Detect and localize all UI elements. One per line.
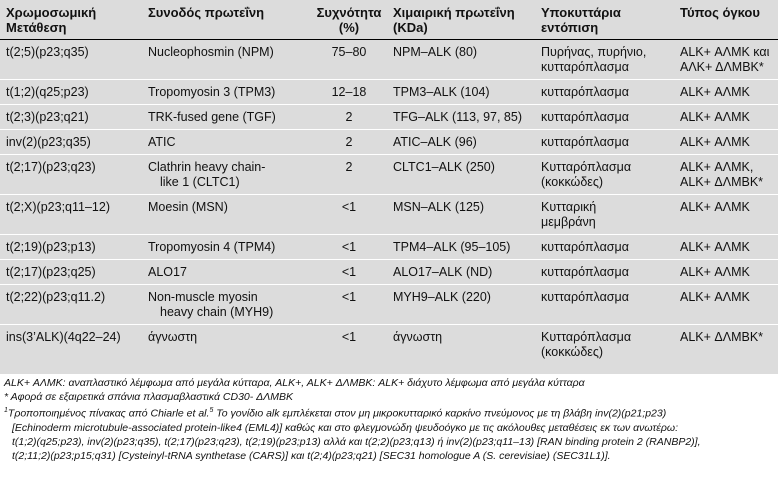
cell-frequency-line: <1: [341, 240, 357, 254]
cell-translocation: [0, 260, 144, 285]
header-tumor-type: Τύπος όγκου: [674, 0, 778, 40]
table-row: [0, 285, 778, 325]
cell-chimeric-protein-line: MYH9–ALK (220): [393, 290, 491, 304]
cell-subcellular-location: [541, 235, 674, 260]
cell-subcellular-location-line: κυτταρόπλασμα: [541, 60, 629, 74]
cell-chimeric-protein: [385, 235, 541, 260]
cell-translocation-line: t(2;19)(p23;p13): [6, 240, 96, 254]
cell-tumor-type: [674, 260, 778, 285]
cell-translocation: [0, 195, 144, 235]
cell-tumor-type: [674, 285, 778, 325]
cell-translocation-line: t(1;2)(q25;p23): [6, 85, 89, 99]
table-row: [0, 260, 778, 285]
cell-frequency-line: 2: [345, 135, 353, 149]
header-partner-protein: Συνοδός πρωτεΐνη: [144, 0, 313, 40]
cell-subcellular-location: [541, 40, 674, 80]
cell-frequency: [313, 235, 385, 260]
table-row: [0, 155, 778, 195]
cell-partner-protein: [144, 235, 313, 260]
cell-tumor-type-line: ALK+ ΑΛΜΚ,: [680, 160, 754, 174]
cell-subcellular-location-line: (κοκκώδες): [541, 175, 604, 189]
cell-partner-protein: [144, 285, 313, 325]
cell-subcellular-location: [541, 155, 674, 195]
cell-frequency: [313, 285, 385, 325]
cell-tumor-type-line: ALK+ ΑΛΜΚ: [680, 85, 750, 99]
header-translocation: Χρωμοσωμική Μετάθεση: [0, 0, 144, 40]
cell-partner-protein: [144, 40, 313, 80]
cell-chimeric-protein-line: NPM–ALK (80): [393, 45, 478, 59]
cell-tumor-type-line: ALK+ ΑΛΜΚ και: [680, 45, 770, 59]
cell-subcellular-location-line: κυτταρόπλασμα: [541, 290, 629, 304]
cell-translocation-line: inv(2)(p23;q35): [6, 135, 91, 149]
cell-tumor-type-line: ALK+ ΑΛΜΚ: [680, 200, 750, 214]
cell-tumor-type: [674, 155, 778, 195]
cell-frequency: [313, 105, 385, 130]
cell-chimeric-protein-line: άγνωστη: [393, 330, 443, 344]
cell-partner-protein-line: like 1 (CLTC1): [160, 175, 240, 189]
cell-translocation-line: t(2;X)(p23;q11–12): [6, 200, 110, 214]
cell-frequency: [313, 260, 385, 285]
table-row: [0, 235, 778, 260]
cell-translocation: [0, 285, 144, 325]
header-frequency: Συχνότητα (%): [313, 0, 385, 40]
cell-subcellular-location: [541, 130, 674, 155]
cell-tumor-type-line: ALK+ ΑΛΜΚ: [680, 110, 750, 124]
cell-partner-protein-line: Tropomyosin 3 (TPM3): [148, 85, 276, 99]
cell-partner-protein: [144, 195, 313, 235]
table-row: [0, 195, 778, 235]
cell-chimeric-protein: [385, 195, 541, 235]
cell-frequency-line: 2: [345, 160, 353, 174]
footnote-asterisk: * Αφορά σε εξαιρετικά σπάνια πλασμαβλαστικά CD30- ΔΛΜΒΚ: [4, 391, 293, 403]
header-chimeric-protein: Χιμαιρική πρωτεΐνη (KDa): [385, 0, 541, 40]
cell-partner-protein: [144, 260, 313, 285]
cell-tumor-type-line: ALK+ ΔΛΜΒΚ*: [680, 330, 764, 344]
cell-subcellular-location-line: Κυτταρόπλασμα: [541, 330, 632, 344]
cell-partner-protein-line: TRK-fused gene (TGF): [148, 110, 276, 124]
cell-partner-protein-line: Non-muscle myosin: [148, 290, 258, 304]
table-row: [0, 325, 778, 365]
cell-translocation: [0, 40, 144, 80]
cell-subcellular-location-line: Πυρήνας, πυρήνιο,: [541, 45, 647, 59]
cell-subcellular-location: [541, 80, 674, 105]
cell-partner-protein: [144, 80, 313, 105]
cell-translocation: [0, 80, 144, 105]
cell-translocation: [0, 130, 144, 155]
cell-partner-protein-line: ATIC: [148, 135, 176, 149]
cell-subcellular-location: [541, 195, 674, 235]
cell-subcellular-location-line: κυτταρόπλασμα: [541, 85, 629, 99]
cell-tumor-type-line: ALK+ ΑΛΜΚ: [680, 265, 750, 279]
cell-partner-protein: [144, 325, 313, 365]
cell-translocation-line: t(2;5)(p23;q35): [6, 45, 89, 59]
table-row: [0, 130, 778, 155]
cell-partner-protein-line: heavy chain (MYH9): [160, 305, 274, 319]
cell-subcellular-location: [541, 285, 674, 325]
cell-tumor-type: [674, 130, 778, 155]
cell-frequency: [313, 130, 385, 155]
cell-frequency-line: 2: [345, 110, 353, 124]
cell-subcellular-location-line: κυτταρόπλασμα: [541, 135, 629, 149]
footnote-abbreviations: ALK+ ΑΛΜΚ: αναπλαστικό λέμφωμα από μεγάλα κύτταρα, ALK+, ALK+ ΔΛΜΒΚ: ALK+ διάχυτο λέμφωμα από μεγάλα κύτταρα: [4, 377, 585, 389]
cell-partner-protein-line: Nucleophosmin (NPM): [148, 45, 274, 59]
cell-frequency: [313, 40, 385, 80]
cell-chimeric-protein-line: MSN–ALK (125): [393, 200, 485, 214]
cell-frequency: [313, 80, 385, 105]
cell-tumor-type: [674, 325, 778, 365]
cell-tumor-type-line: ΑΛΚ+ ΔΛΜΒΚ*: [680, 60, 764, 74]
cell-subcellular-location-line: (κοκκώδες): [541, 345, 604, 359]
cell-tumor-type: [674, 105, 778, 130]
cell-chimeric-protein: [385, 130, 541, 155]
cell-subcellular-location-line: κυτταρόπλασμα: [541, 240, 629, 254]
cell-subcellular-location-line: κυτταρόπλασμα: [541, 265, 629, 279]
cell-translocation-line: t(2;22)(p23;q11.2): [6, 290, 106, 304]
cell-subcellular-location-line: Κυτταρική: [541, 200, 597, 214]
cell-chimeric-protein-line: TFG–ALK (113, 97, 85): [393, 110, 522, 124]
cell-chimeric-protein-line: TPM4–ALK (95–105): [393, 240, 511, 254]
cell-partner-protein: [144, 105, 313, 130]
cell-chimeric-protein-line: ATIC–ALK (96): [393, 135, 477, 149]
cell-chimeric-protein: [385, 325, 541, 365]
cell-tumor-type: [674, 40, 778, 80]
cell-frequency-line: 12–18: [331, 85, 367, 99]
cell-chimeric-protein: [385, 285, 541, 325]
cell-subcellular-location-line: μεμβράνη: [541, 215, 596, 229]
cell-translocation-line: t(2;17)(p23;q23): [6, 160, 96, 174]
footnote-line-4: t(2;11;2)(p23;p15;q31) [Cysteinyl-tRNA synthetase (CARS)] και t(2;4)(p23;q21) [SEC31 homologue A (S. cerevisiae) (SEC31L1)].: [12, 449, 611, 462]
cell-chimeric-protein: [385, 80, 541, 105]
cell-subcellular-location-line: κυτταρόπλασμα: [541, 110, 629, 124]
cell-frequency: [313, 195, 385, 235]
cell-subcellular-location: [541, 105, 674, 130]
cell-tumor-type-line: ALK+ ΑΛΜΚ: [680, 290, 750, 304]
cell-chimeric-protein: [385, 155, 541, 195]
cell-tumor-type-line: ALK+ ΑΛΜΚ: [680, 240, 750, 254]
cell-partner-protein-line: Tropomyosin 4 (TPM4): [148, 240, 276, 254]
cell-frequency-line: <1: [341, 200, 357, 214]
cell-tumor-type-line: ALK+ ΑΛΜΚ: [680, 135, 750, 149]
cell-frequency-line: <1: [341, 330, 357, 344]
cell-chimeric-protein-line: TPM3–ALK (104): [393, 85, 490, 99]
cell-chimeric-protein: [385, 105, 541, 130]
cell-tumor-type-line: ALK+ ΔΛΜΒΚ*: [680, 175, 764, 189]
cell-translocation-line: t(2;17)(p23;q25): [6, 265, 96, 279]
cell-tumor-type: [674, 235, 778, 260]
cell-chimeric-protein-line: ALO17–ALK (ND): [393, 265, 493, 279]
cell-frequency: [313, 325, 385, 365]
table-row: [0, 105, 778, 130]
cell-frequency-line: <1: [341, 265, 357, 279]
cell-frequency-line: <1: [341, 290, 357, 304]
cell-partner-protein-line: Clathrin heavy chain-: [148, 160, 266, 174]
footnote-source: $^1$Τροποποιημένος πίνακας από Chiarle et al.$^5$ Το γονίδιο alk εμπλέκεται στον μη μικροκυτταρικό καρκίνο πνεύμονος με τη βλάβη inv(2)(p21;p23): [4, 407, 667, 420]
cell-frequency-line: 75–80: [331, 45, 367, 59]
cell-partner-protein-line: ALO17: [148, 265, 187, 279]
cell-translocation-line: t(2;3)(p23;q21): [6, 110, 89, 124]
cell-subcellular-location: [541, 260, 674, 285]
cell-chimeric-protein: [385, 260, 541, 285]
footnote-line-2: [Echinoderm microtubule-associated protein-like4 (EML4)] καθώς και στο φλεγμονώδη ψευδοόγκο με τις ακόλουθες μεταθέσεις εκ των ανωτέρω:: [12, 421, 679, 434]
cell-translocation-line: ins(3’ALK)(4q22–24): [6, 330, 121, 344]
cell-partner-protein-line: Moesin (MSN): [148, 200, 228, 214]
cell-frequency: [313, 155, 385, 195]
cell-partner-protein-line: άγνωστη: [148, 330, 198, 344]
header-subcellular-location: Υποκυττάρια εντόπιση: [541, 0, 674, 40]
cell-chimeric-protein: [385, 40, 541, 80]
cell-translocation: [0, 155, 144, 195]
footnote-line-3: t(1;2)(q25;p23), inv(2)(p23;q35), t(2;17)(p23;q23), t(2;19)(p23;p13) αλλά και t(2;2)(p23;q13) ή inv(2)(p23;q11–13) [RAN binding protein 2 (RANBP2)],: [12, 435, 701, 448]
cell-subcellular-location: [541, 325, 674, 365]
table-footnotes: [4, 376, 774, 463]
table-row: [0, 40, 778, 80]
cell-partner-protein: [144, 155, 313, 195]
cell-partner-protein: [144, 130, 313, 155]
cell-tumor-type: [674, 195, 778, 235]
cell-subcellular-location-line: Κυτταρόπλασμα: [541, 160, 632, 174]
cell-translocation: [0, 325, 144, 365]
cell-tumor-type: [674, 80, 778, 105]
cell-chimeric-protein-line: CLTC1–ALK (250): [393, 160, 495, 174]
table-row: [0, 80, 778, 105]
cell-translocation: [0, 235, 144, 260]
cell-translocation: [0, 105, 144, 130]
table-header-row: [0, 0, 778, 40]
